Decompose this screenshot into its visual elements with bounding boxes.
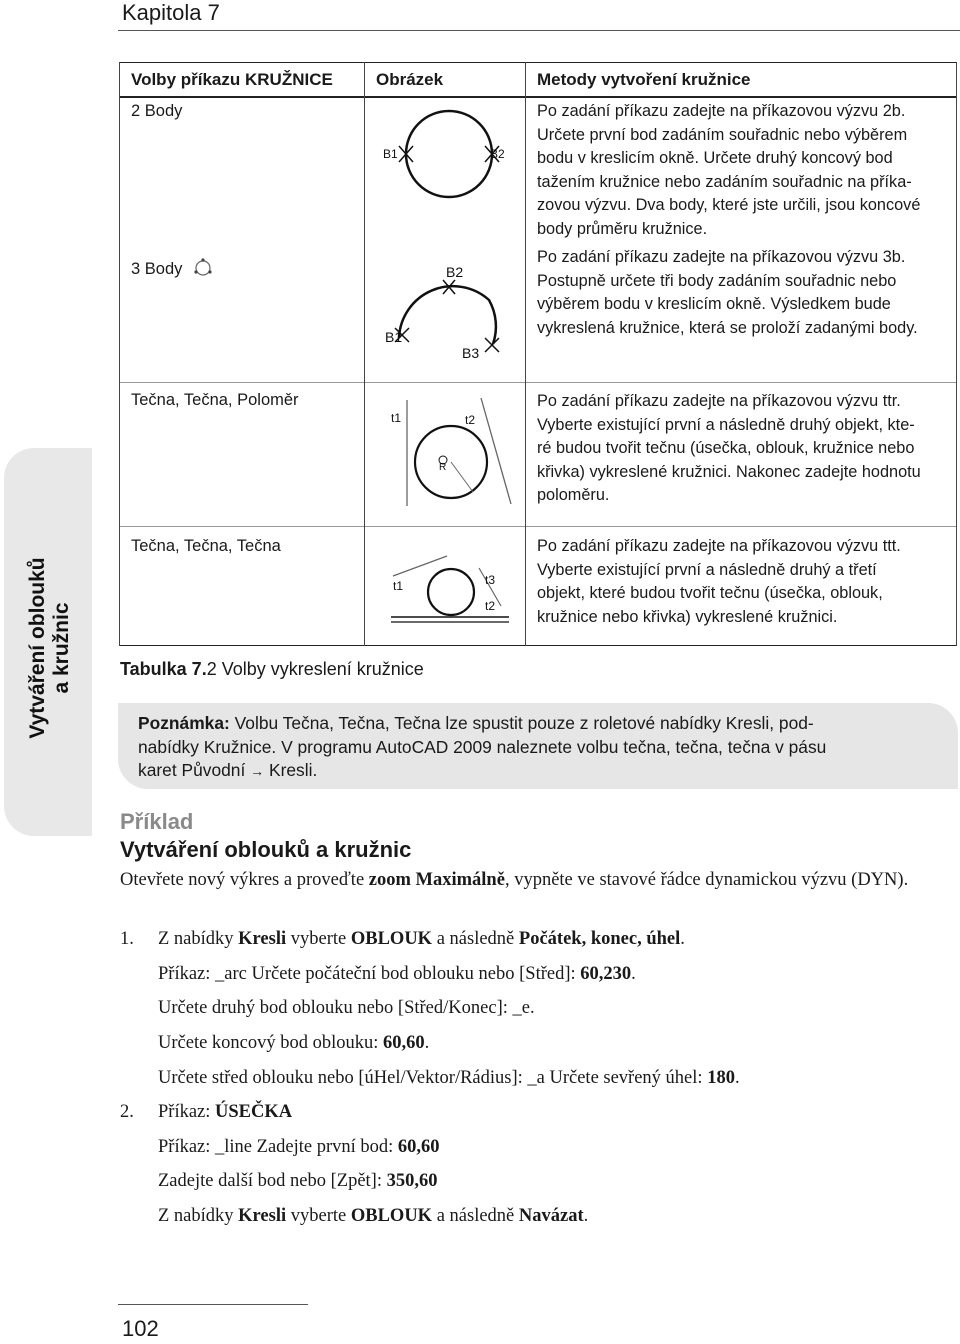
- desc-line: Po zadání příkazu zadejte na příkazovou výzvu 2b.: [537, 102, 906, 120]
- desc-line: vykreslená kružnice, která se proloží zadanými body.: [537, 318, 918, 337]
- step-2: Příkaz: ÚSEČKA: [158, 1102, 293, 1122]
- step-number: 2.: [120, 1102, 134, 1122]
- desc-2-body: [537, 100, 951, 242]
- three-point-circle-icon: [191, 254, 217, 278]
- intro-command: zoom Maximálně: [368, 870, 505, 890]
- label-r: R: [439, 462, 447, 473]
- note-line: karet Původní: [138, 760, 251, 780]
- label-b1: B1: [383, 147, 398, 161]
- desc-line: Po zadání příkazu zadejte na příkazovou výzvu ttt.: [537, 537, 901, 555]
- label-b2: B2: [490, 147, 505, 161]
- side-tab-text: [10, 498, 90, 798]
- step-1: Z nabídky Kresli vyberte OBLOUK a následně Počátek, konec, úhel.: [158, 929, 685, 949]
- side-tab-line-2: a kružnic: [50, 602, 73, 694]
- label-b1: B1: [385, 329, 403, 345]
- note-line: nabídky Kružnice. V programu AutoCAD 2009 naleznete volbu tečna, tečna, tečna v pásu: [138, 736, 827, 757]
- step-number: 1.: [120, 929, 134, 949]
- desc-line: Po zadání příkazu zadejte na příkazovou výzvu 3b.: [537, 248, 906, 266]
- desc-line: Vyberte existující první a následně druhý a třetí: [537, 560, 877, 579]
- desc-line: Po zadání příkazu zadejte na příkazovou výzvu ttr.: [537, 392, 901, 410]
- desc-ttt: [537, 535, 951, 629]
- desc-ttr: [537, 390, 951, 508]
- label-t3: t3: [485, 573, 496, 587]
- figure-3-body: [381, 260, 521, 364]
- option-3-body: 3 Body: [131, 260, 183, 278]
- command-line: Určete koncový bod oblouku: 60,60.: [158, 1033, 430, 1053]
- col-header-figure: Obrázek: [376, 70, 444, 89]
- desc-line: zovou výzvu. Dva body, které jste určili, jsou koncové: [537, 196, 921, 215]
- command-line: Určete střed oblouku nebo [úHel/Vektor/Rádius]: _a Určete sevřený úhel: 180.: [158, 1068, 740, 1088]
- table-caption: [120, 659, 424, 680]
- command-line: Příkaz: _line Zadejte první bod: 60,60: [158, 1137, 440, 1157]
- example-intro: [120, 867, 960, 893]
- example-label: Příklad: [120, 809, 194, 834]
- command-line: Příkaz: _arc Určete počáteční bod oblouku nebo [Střed]: 60,230.: [158, 964, 636, 984]
- desc-line: tažením kružnice nebo zadáním souřadnic na příka-: [537, 172, 912, 191]
- command-line: Z nabídky Kresli vyberte OBLOUK a následně Navázat.: [158, 1206, 589, 1226]
- option-ttr: Tečna, Tečna, Poloměr: [131, 391, 299, 409]
- desc-line: poloměru.: [537, 486, 610, 505]
- label-b2: B2: [446, 264, 464, 280]
- circle-options-table: [119, 62, 957, 646]
- col-header-option: Volby příkazu KRUŽNICE: [131, 70, 333, 89]
- caption-text: 2 Volby vykreslení kružnice: [206, 659, 424, 679]
- note-label: Poznámka:: [138, 713, 230, 733]
- label-t1: t1: [391, 411, 402, 425]
- label-t2: t2: [485, 599, 496, 613]
- caption-number: Tabulka 7.: [120, 659, 207, 679]
- chapter-header: Kapitola 7: [122, 0, 220, 25]
- command-line: Zadejte další bod nebo [Zpět]: 350,60: [158, 1171, 438, 1191]
- desc-line: ré budou tvořit tečnu (úsečka, oblouk, kružnice nebo: [537, 439, 915, 458]
- desc-line: křivka) vykreslené kružnici. Nakonec zadejte hodnotu: [537, 462, 921, 481]
- intro-text: , vypněte ve stavové řádce dynamickou výzvu (DYN).: [504, 870, 909, 890]
- intro-text: Otevřete nový výkres a proveďte: [120, 870, 369, 890]
- desc-3-body: [537, 246, 951, 340]
- desc-line: kružnice nebo křivka) vykreslené kružnici.: [537, 607, 838, 626]
- page-number: 102: [122, 1316, 159, 1341]
- figure-ttt: [383, 548, 523, 632]
- command-line: Určete druhý bod oblouku nebo [Střed/Konec]: _e.: [158, 998, 535, 1018]
- col-header-method: Metody vytvoření kružnice: [537, 70, 751, 89]
- desc-line: Postupně určete tři body zadáním souřadnic nebo: [537, 271, 897, 290]
- arrow-right-icon: →: [250, 763, 265, 779]
- option-ttt: Tečna, Tečna, Tečna: [131, 537, 281, 555]
- figure-2-body: [379, 104, 519, 200]
- desc-line: objekt, které budou tvořit tečnu (úsečka, oblouk,: [537, 584, 883, 603]
- note-line: Kresli.: [264, 760, 318, 780]
- example-title: Vytváření oblouků a kružnic: [120, 837, 412, 862]
- label-b3: B3: [462, 345, 480, 361]
- footer-rule: [118, 1304, 308, 1305]
- desc-line: bodu v kreslicím okně. Určete druhý koncový bod: [537, 149, 893, 168]
- header-rule: [118, 30, 960, 31]
- side-tab-line-1: Vytváření oblouků: [26, 557, 49, 739]
- desc-line: Určete první bod zadáním souřadnic nebo výběrem: [537, 125, 908, 144]
- label-t1: t1: [393, 579, 404, 593]
- note-text: [138, 712, 950, 784]
- note-line: Volbu Tečna, Tečna, Tečna lze spustit pouze z roletové nabídky Kresli, pod-: [229, 713, 814, 733]
- desc-line: Vyberte existující první a následně druhý objekt, kte-: [537, 415, 915, 434]
- figure-ttr: [385, 396, 519, 508]
- label-t2: t2: [465, 413, 476, 427]
- desc-line: body průměru kružnice.: [537, 219, 708, 238]
- desc-line: výběrem bodu v kreslicím okně. Výsledkem bude: [537, 295, 891, 314]
- option-2-body: 2 Body: [131, 102, 183, 120]
